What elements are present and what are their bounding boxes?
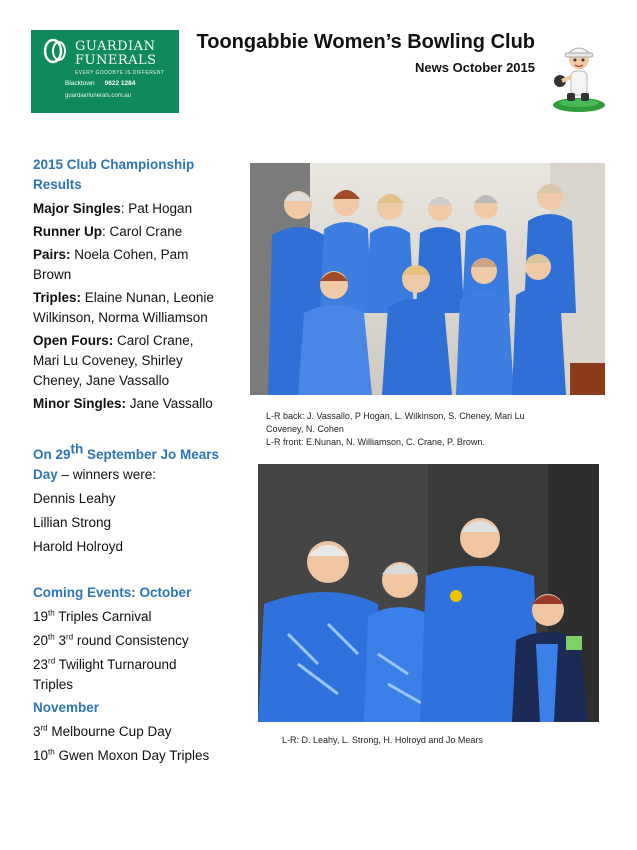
events-heading: Coming Events: October (33, 585, 192, 600)
winner-item: Dennis Leahy (33, 491, 116, 506)
page-subtitle: News October 2015 (415, 60, 535, 75)
photo2-caption: L-R: D. Leahy, L. Strong, H. Holroyd and Jo Mears (282, 735, 483, 745)
major-singles-result: Major Singles: Pat Hogan (33, 201, 193, 216)
guardian-funerals-logo (31, 30, 179, 113)
runner-up-result: Runner Up: Carol Crane (33, 224, 183, 239)
jo-mears-heading: On 29th September Jo Mears Day – winners were: (33, 441, 220, 482)
event-item: 23rd Twilight Turnaround Triples (33, 656, 177, 692)
logo-tagline: EVERY GOODBYE IS DIFFERENT (75, 70, 165, 76)
jo-mears-winners-photo (258, 464, 599, 722)
event-item: 10th Gwen Moxon Day Triples (33, 747, 210, 763)
photo1-caption: L-R back: J. Vassallo, P Hogan, L. Wilkinson, S. Cheney, Mari Lu Coveney, N. Cohen L-R front: E.Nunan, N. Williamson, C. Crane, P. Brown. (266, 411, 525, 447)
event-item: 3rd Melbourne Cup Day (33, 723, 172, 739)
winner-item: Harold Holroyd (33, 539, 124, 554)
page-title: Toongabbie Women’s Bowling Club (196, 31, 535, 53)
open-fours-result: Open Fours: Carol Crane, Mari Lu Coveney, Shirley Cheney, Jane Vassallo (33, 333, 194, 388)
triples-result: Triples: Elaine Nunan, Leonie Wilkinson, Norma Williamson (33, 290, 214, 325)
event-item: 20th 3rd round Consistency (33, 632, 189, 648)
championship-section (33, 155, 214, 414)
event-item: 19th Triples Carnival (33, 608, 152, 624)
logo-website: guardianfunerals.com.au (65, 93, 132, 99)
logo-name: GUARDIAN FUNERALS (75, 39, 157, 68)
winner-item: Lillian Strong (33, 515, 112, 530)
bowler-figure-icon (545, 37, 607, 115)
november-heading: November (33, 700, 100, 715)
events-section (33, 583, 209, 766)
championship-heading: 2015 Club Championship Results (33, 157, 195, 192)
logo-contact: Blacktown 9622 1284 (65, 80, 136, 87)
minor-singles-result: Minor Singles: Jane Vassallo (33, 396, 213, 411)
pairs-result: Pairs: Noela Cohen, Pam Brown (33, 247, 189, 282)
championship-group-photo (250, 163, 605, 395)
jo-mears-section (33, 441, 220, 557)
guardian-logo-icon (43, 38, 69, 64)
